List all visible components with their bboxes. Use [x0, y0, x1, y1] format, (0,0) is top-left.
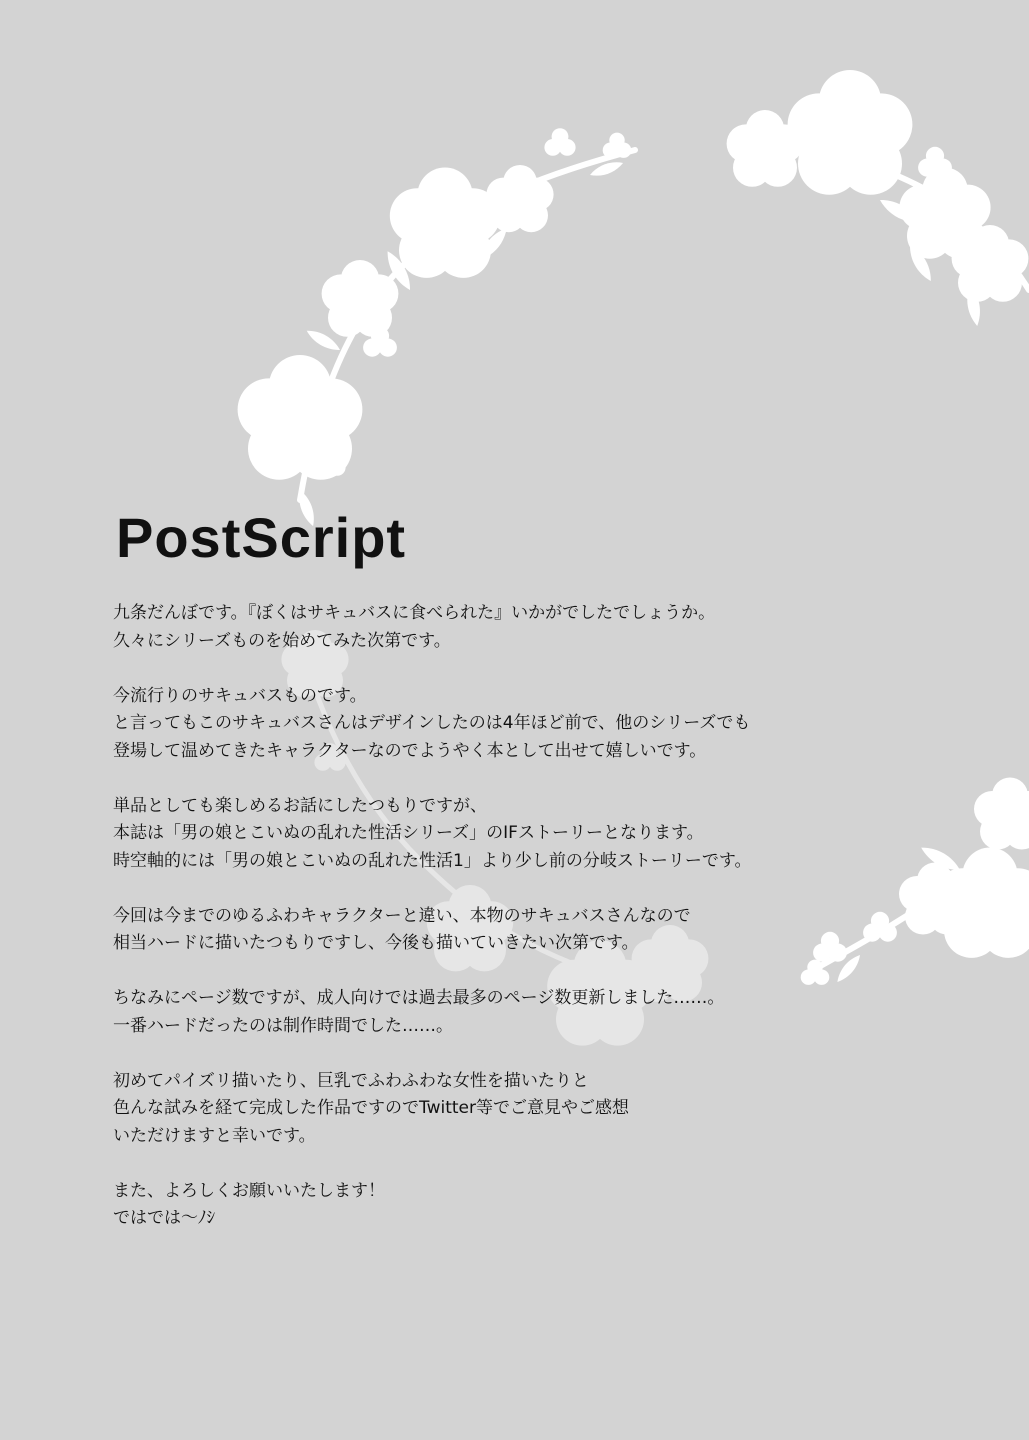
text-line: 単品としても楽しめるお話にしたつもりですが、 — [113, 795, 487, 816]
text-line: 九条だんぼです。『ぼくはサキュバスに食べられた』いかがでしたでしょうか。 — [113, 603, 716, 623]
text-line: いただけますと幸いです。 — [113, 1125, 316, 1146]
text-line: 登場して温めてきたキャラクターなのでようやく本として出せて嬉しいです。 — [113, 740, 707, 761]
text-line: 今回は今までのゆるふわキャラクターと違い、本物のサキュバスさんなので — [113, 905, 691, 926]
page-title: PostScript — [116, 506, 407, 569]
text-line: ちなみにページ数ですが、成人向けでは過去最多のページ数更新しました……。 — [113, 988, 725, 1008]
text-line: と言ってもこのサキュバスさんはデザインしたのは4年ほど前で、他のシリーズでも — [113, 713, 751, 733]
text-line: 初めてパイズリ描いたり、巨乳でふわふわな女性を描いたりと — [113, 1070, 589, 1091]
text-line: 本誌は「男の娘とこいぬの乱れた性活シリーズ」のIFストーリーとなります。 — [113, 823, 704, 843]
paragraph — [113, 793, 933, 876]
text-line: 一番ハードだったのは制作時間でした……。 — [113, 1015, 453, 1036]
text-line: ではでは～ﾉｼ — [113, 1208, 215, 1228]
text-line: 時空軸的には「男の娘とこいぬの乱れた性活1」より少し前の分岐ストーリーです。 — [113, 850, 752, 871]
paragraph — [113, 1068, 933, 1151]
paragraph — [113, 985, 933, 1040]
text-line: 今流行りのサキュバスものです。 — [113, 685, 367, 706]
postscript-body — [113, 600, 933, 1260]
right-top-vine-ornament — [727, 70, 1029, 327]
text-line: 久々にシリーズものを始めてみた次第です。 — [113, 630, 451, 651]
paragraph — [113, 903, 933, 958]
text-line: 色んな試みを経て完成した作品ですのでTwitter等でご意見やご感想 — [113, 1098, 629, 1118]
paragraph — [113, 600, 933, 655]
text-line: 相当ハードに描いたつもりですし、今後も描いていきたい次第です。 — [113, 933, 639, 953]
left-vine-ornament — [238, 128, 635, 528]
paragraph — [113, 1178, 933, 1233]
text-line: また、よろしくお願いいたします！ — [113, 1180, 385, 1201]
paragraph — [113, 683, 933, 766]
